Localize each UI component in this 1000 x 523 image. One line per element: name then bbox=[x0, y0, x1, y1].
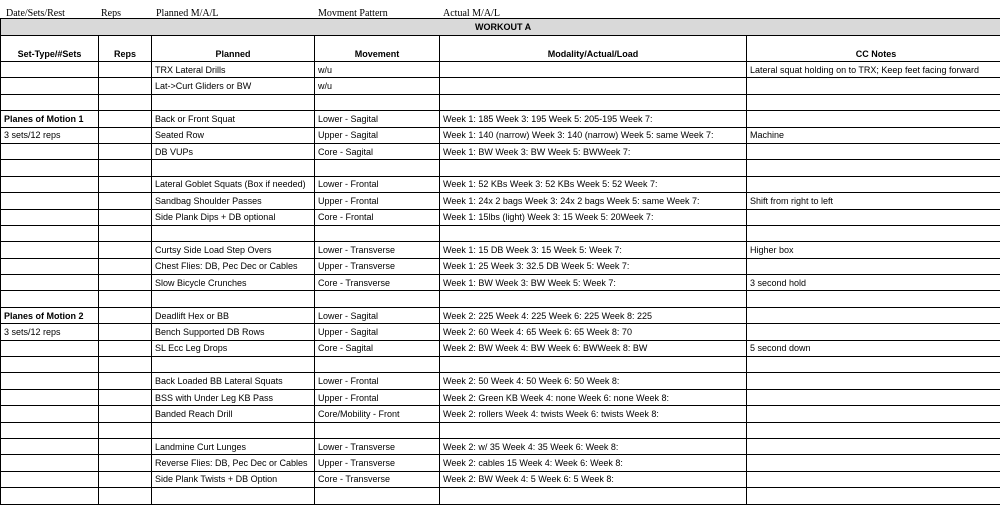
sheet-top-header bbox=[0, 0, 1000, 19]
set-type-cell[interactable] bbox=[1, 225, 99, 241]
planned-cell[interactable] bbox=[152, 94, 315, 110]
movement-cell[interactable]: w/u bbox=[315, 62, 440, 78]
planned-cell[interactable] bbox=[152, 160, 315, 176]
set-type-cell[interactable] bbox=[1, 94, 99, 110]
set-type-cell[interactable] bbox=[1, 389, 99, 405]
set-type-cell[interactable] bbox=[1, 471, 99, 487]
notes-cell[interactable]: 3 second hold bbox=[747, 275, 1000, 291]
notes-cell[interactable]: 5 second down bbox=[747, 340, 1000, 356]
movement-cell[interactable]: Lower - Transverse bbox=[315, 242, 440, 258]
table-row bbox=[1, 307, 1000, 323]
movement-cell[interactable]: Upper - Transverse bbox=[315, 455, 440, 471]
planned-cell[interactable]: Slow Bicycle Crunches bbox=[152, 275, 315, 291]
table-row bbox=[1, 357, 1000, 373]
modality-cell[interactable]: Week 1: BW Week 3: BW Week 5: BWWeek 7: bbox=[440, 143, 747, 159]
reps-cell[interactable] bbox=[99, 94, 152, 110]
notes-cell[interactable] bbox=[747, 94, 1000, 110]
modality-cell[interactable]: Week 2: 60 Week 4: 65 Week 6: 65 Week 8: 70 bbox=[440, 324, 747, 340]
reps-cell[interactable] bbox=[99, 340, 152, 356]
reps-cell[interactable] bbox=[99, 406, 152, 422]
modality-cell[interactable]: Week 1: 185 Week 3: 195 Week 5: 205-195 Week 7: bbox=[440, 111, 747, 127]
set-type-cell[interactable] bbox=[1, 78, 99, 94]
movement-cell[interactable]: Lower - Transverse bbox=[315, 438, 440, 454]
table-row bbox=[1, 78, 1000, 94]
notes-cell[interactable] bbox=[747, 422, 1000, 438]
set-type-cell[interactable] bbox=[1, 160, 99, 176]
modality-cell[interactable]: Week 2: rollers Week 4: twists Week 6: twists Week 8: bbox=[440, 406, 747, 422]
reps-cell[interactable] bbox=[99, 160, 152, 176]
table-row bbox=[1, 225, 1000, 241]
notes-cell[interactable] bbox=[747, 176, 1000, 192]
set-type-cell[interactable]: Planes of Motion 2 bbox=[1, 307, 99, 323]
notes-cell[interactable]: Higher box bbox=[747, 242, 1000, 258]
reps-cell[interactable] bbox=[99, 62, 152, 78]
notes-cell[interactable] bbox=[747, 324, 1000, 340]
notes-cell[interactable]: Shift from right to left bbox=[747, 193, 1000, 209]
modality-cell[interactable] bbox=[440, 291, 747, 307]
modality-cell[interactable]: Week 2: 50 Week 4: 50 Week 6: 50 Week 8: bbox=[440, 373, 747, 389]
set-type-cell[interactable] bbox=[1, 422, 99, 438]
planned-cell[interactable]: BSS with Under Leg KB Pass bbox=[152, 389, 315, 405]
reps-cell[interactable] bbox=[99, 389, 152, 405]
header-reps: Reps bbox=[101, 8, 121, 19]
set-type-cell[interactable] bbox=[1, 340, 99, 356]
notes-cell[interactable] bbox=[747, 406, 1000, 422]
modality-cell[interactable] bbox=[440, 94, 747, 110]
reps-cell[interactable] bbox=[99, 307, 152, 323]
notes-cell[interactable]: Lateral squat holding on to TRX; Keep feet facing forward bbox=[747, 62, 1000, 78]
movement-cell[interactable]: Lower - Frontal bbox=[315, 176, 440, 192]
table-row bbox=[1, 94, 1000, 110]
modality-cell[interactable]: Week 1: 52 KBs Week 3: 52 KBs Week 5: 52 Week 7: bbox=[440, 176, 747, 192]
set-type-cell[interactable] bbox=[1, 357, 99, 373]
reps-cell[interactable] bbox=[99, 422, 152, 438]
planned-cell[interactable]: Lateral Goblet Squats (Box if needed) bbox=[152, 176, 315, 192]
notes-cell[interactable] bbox=[747, 471, 1000, 487]
planned-cell[interactable] bbox=[152, 357, 315, 373]
modality-cell[interactable]: Week 2: BW Week 4: 5 Week 6: 5 Week 8: bbox=[440, 471, 747, 487]
planned-cell[interactable]: Deadlift Hex or BB bbox=[152, 307, 315, 323]
table-row bbox=[1, 488, 1000, 504]
set-type-cell[interactable] bbox=[1, 488, 99, 504]
planned-cell[interactable] bbox=[152, 422, 315, 438]
movement-cell[interactable] bbox=[315, 94, 440, 110]
notes-cell[interactable] bbox=[747, 160, 1000, 176]
planned-cell[interactable] bbox=[152, 291, 315, 307]
set-type-cell[interactable] bbox=[1, 291, 99, 307]
table-row bbox=[1, 340, 1000, 356]
movement-cell[interactable] bbox=[315, 422, 440, 438]
table-row bbox=[1, 324, 1000, 340]
modality-cell[interactable]: Week 2: BW Week 4: BW Week 6: BWWeek 8: BW bbox=[440, 340, 747, 356]
set-type-cell[interactable] bbox=[1, 438, 99, 454]
reps-cell[interactable] bbox=[99, 176, 152, 192]
set-type-cell[interactable] bbox=[1, 455, 99, 471]
modality-cell[interactable] bbox=[440, 422, 747, 438]
planned-cell[interactable]: Side Plank Dips + DB optional bbox=[152, 209, 315, 225]
table-row bbox=[1, 176, 1000, 192]
reps-cell[interactable] bbox=[99, 373, 152, 389]
column-header-modality[interactable]: Modality/Actual/Load bbox=[440, 36, 747, 62]
header-date-sets-rest: Date/Sets/Rest bbox=[6, 8, 65, 19]
header-planned-mal: Planned M/A/L bbox=[156, 8, 219, 19]
table-row bbox=[1, 242, 1000, 258]
movement-cell[interactable]: Core/Mobility - Front bbox=[315, 406, 440, 422]
modality-cell[interactable]: Week 1: 24x 2 bags Week 3: 24x 2 bags Week 5: same Week 7: bbox=[440, 193, 747, 209]
table-row bbox=[1, 209, 1000, 225]
planned-cell[interactable] bbox=[152, 225, 315, 241]
set-type-cell[interactable]: 3 sets/12 reps bbox=[1, 324, 99, 340]
modality-cell[interactable] bbox=[440, 357, 747, 373]
notes-cell[interactable] bbox=[747, 357, 1000, 373]
table-row bbox=[1, 406, 1000, 422]
planned-cell[interactable]: Curtsy Side Load Step Overs bbox=[152, 242, 315, 258]
movement-cell[interactable]: Core - Sagital bbox=[315, 143, 440, 159]
table-row bbox=[1, 373, 1000, 389]
set-type-cell[interactable] bbox=[1, 176, 99, 192]
planned-cell[interactable]: Chest Flies: DB, Pec Dec or Cables bbox=[152, 258, 315, 274]
planned-cell[interactable]: DB VUPs bbox=[152, 143, 315, 159]
planned-cell[interactable]: Back or Front Squat bbox=[152, 111, 315, 127]
movement-cell[interactable] bbox=[315, 225, 440, 241]
modality-cell[interactable]: Week 2: Green KB Week 4: none Week 6: none Week 8: bbox=[440, 389, 747, 405]
notes-cell[interactable] bbox=[747, 389, 1000, 405]
modality-cell[interactable] bbox=[440, 225, 747, 241]
set-type-cell[interactable] bbox=[1, 373, 99, 389]
planned-cell[interactable]: Landmine Curt Lunges bbox=[152, 438, 315, 454]
set-type-cell[interactable] bbox=[1, 193, 99, 209]
modality-cell[interactable] bbox=[440, 78, 747, 94]
movement-cell[interactable]: Core - Transverse bbox=[315, 275, 440, 291]
reps-cell[interactable] bbox=[99, 193, 152, 209]
notes-cell[interactable] bbox=[747, 258, 1000, 274]
set-type-cell[interactable] bbox=[1, 62, 99, 78]
set-type-cell[interactable]: 3 sets/12 reps bbox=[1, 127, 99, 143]
modality-cell[interactable] bbox=[440, 62, 747, 78]
workout-table bbox=[0, 18, 1000, 505]
modality-cell[interactable]: Week 1: 15 DB Week 3: 15 Week 5: Week 7: bbox=[440, 242, 747, 258]
table-row bbox=[1, 438, 1000, 454]
reps-cell[interactable] bbox=[99, 143, 152, 159]
column-header-movement[interactable]: Movement bbox=[315, 36, 440, 62]
notes-cell[interactable] bbox=[747, 143, 1000, 159]
notes-cell[interactable] bbox=[747, 455, 1000, 471]
reps-cell[interactable] bbox=[99, 438, 152, 454]
workout-banner[interactable]: WORKOUT A bbox=[1, 19, 1000, 36]
movement-cell[interactable]: Upper - Sagital bbox=[315, 324, 440, 340]
reps-cell[interactable] bbox=[99, 225, 152, 241]
notes-cell[interactable] bbox=[747, 307, 1000, 323]
planned-cell[interactable]: Reverse Flies: DB, Pec Dec or Cables bbox=[152, 455, 315, 471]
table-row bbox=[1, 111, 1000, 127]
planned-cell[interactable]: Bench Supported DB Rows bbox=[152, 324, 315, 340]
set-type-cell[interactable] bbox=[1, 406, 99, 422]
movement-cell[interactable]: Upper - Sagital bbox=[315, 127, 440, 143]
notes-cell[interactable] bbox=[747, 225, 1000, 241]
movement-cell[interactable]: Core - Frontal bbox=[315, 209, 440, 225]
modality-cell[interactable]: Week 1: 25 Week 3: 32.5 DB Week 5: Week 7: bbox=[440, 258, 747, 274]
planned-cell[interactable]: Seated Row bbox=[152, 127, 315, 143]
reps-cell[interactable] bbox=[99, 258, 152, 274]
reps-cell[interactable] bbox=[99, 324, 152, 340]
movement-cell[interactable]: Upper - Frontal bbox=[315, 193, 440, 209]
notes-cell[interactable] bbox=[747, 209, 1000, 225]
modality-cell[interactable]: Week 2: 225 Week 4: 225 Week 6: 225 Week 8: 225 bbox=[440, 307, 747, 323]
modality-cell[interactable]: Week 2: cables 15 Week 4: Week 6: Week 8: bbox=[440, 455, 747, 471]
column-header-set-type[interactable]: Set-Type/#Sets bbox=[1, 36, 99, 62]
modality-cell[interactable] bbox=[440, 488, 747, 504]
set-type-cell[interactable] bbox=[1, 258, 99, 274]
reps-cell[interactable] bbox=[99, 291, 152, 307]
table-row bbox=[1, 258, 1000, 274]
planned-cell[interactable]: TRX Lateral Drills bbox=[152, 62, 315, 78]
movement-cell[interactable] bbox=[315, 291, 440, 307]
reps-cell[interactable] bbox=[99, 471, 152, 487]
movement-cell[interactable]: Lower - Sagital bbox=[315, 307, 440, 323]
column-header-row bbox=[1, 36, 1000, 62]
table-row bbox=[1, 389, 1000, 405]
table-row bbox=[1, 291, 1000, 307]
table-row bbox=[1, 275, 1000, 291]
movement-cell[interactable]: Core - Transverse bbox=[315, 471, 440, 487]
set-type-cell[interactable] bbox=[1, 209, 99, 225]
planned-cell[interactable]: SL Ecc Leg Drops bbox=[152, 340, 315, 356]
movement-cell[interactable] bbox=[315, 160, 440, 176]
set-type-cell[interactable] bbox=[1, 275, 99, 291]
reps-cell[interactable] bbox=[99, 127, 152, 143]
reps-cell[interactable] bbox=[99, 275, 152, 291]
table-row bbox=[1, 455, 1000, 471]
reps-cell[interactable] bbox=[99, 78, 152, 94]
notes-cell[interactable] bbox=[747, 488, 1000, 504]
table-row bbox=[1, 127, 1000, 143]
set-type-cell[interactable] bbox=[1, 242, 99, 258]
movement-cell[interactable]: Upper - Transverse bbox=[315, 258, 440, 274]
planned-cell[interactable]: Side Plank Twists + DB Option bbox=[152, 471, 315, 487]
modality-cell[interactable]: Week 1: 15lbs (light) Week 3: 15 Week 5: 20Week 7: bbox=[440, 209, 747, 225]
table-row bbox=[1, 160, 1000, 176]
workout-banner-row bbox=[1, 19, 1000, 36]
modality-cell[interactable]: Week 1: 140 (narrow) Week 3: 140 (narrow) Week 5: same Week 7: bbox=[440, 127, 747, 143]
modality-cell[interactable]: Week 2: w/ 35 Week 4: 35 Week 6: Week 8: bbox=[440, 438, 747, 454]
reps-cell[interactable] bbox=[99, 455, 152, 471]
column-header-reps[interactable]: Reps bbox=[99, 36, 152, 62]
planned-cell[interactable]: Sandbag Shoulder Passes bbox=[152, 193, 315, 209]
header-movement-pattern: Movment Pattern bbox=[318, 8, 388, 19]
column-header-planned[interactable]: Planned bbox=[152, 36, 315, 62]
table-row bbox=[1, 62, 1000, 78]
column-header-cc-notes[interactable]: CC Notes bbox=[747, 36, 1000, 62]
movement-cell[interactable]: Upper - Frontal bbox=[315, 389, 440, 405]
reps-cell[interactable] bbox=[99, 209, 152, 225]
reps-cell[interactable] bbox=[99, 111, 152, 127]
movement-cell[interactable] bbox=[315, 488, 440, 504]
notes-cell[interactable] bbox=[747, 78, 1000, 94]
movement-cell[interactable]: Core - Sagital bbox=[315, 340, 440, 356]
modality-cell[interactable]: Week 1: BW Week 3: BW Week 5: Week 7: bbox=[440, 275, 747, 291]
table-row bbox=[1, 193, 1000, 209]
reps-cell[interactable] bbox=[99, 488, 152, 504]
reps-cell[interactable] bbox=[99, 242, 152, 258]
notes-cell[interactable]: Machine bbox=[747, 127, 1000, 143]
modality-cell[interactable] bbox=[440, 160, 747, 176]
reps-cell[interactable] bbox=[99, 357, 152, 373]
table-row bbox=[1, 471, 1000, 487]
movement-cell[interactable] bbox=[315, 357, 440, 373]
notes-cell[interactable] bbox=[747, 438, 1000, 454]
notes-cell[interactable] bbox=[747, 111, 1000, 127]
planned-cell[interactable] bbox=[152, 488, 315, 504]
header-actual-mal: Actual M/A/L bbox=[443, 8, 500, 19]
movement-cell[interactable]: Lower - Frontal bbox=[315, 373, 440, 389]
set-type-cell[interactable]: Planes of Motion 1 bbox=[1, 111, 99, 127]
planned-cell[interactable]: Back Loaded BB Lateral Squats bbox=[152, 373, 315, 389]
notes-cell[interactable] bbox=[747, 291, 1000, 307]
planned-cell[interactable]: Banded Reach Drill bbox=[152, 406, 315, 422]
planned-cell[interactable]: Lat->Curt Gliders or BW bbox=[152, 78, 315, 94]
set-type-cell[interactable] bbox=[1, 143, 99, 159]
table-row bbox=[1, 422, 1000, 438]
movement-cell[interactable]: Lower - Sagital bbox=[315, 111, 440, 127]
movement-cell[interactable]: w/u bbox=[315, 78, 440, 94]
notes-cell[interactable] bbox=[747, 373, 1000, 389]
table-row bbox=[1, 143, 1000, 159]
